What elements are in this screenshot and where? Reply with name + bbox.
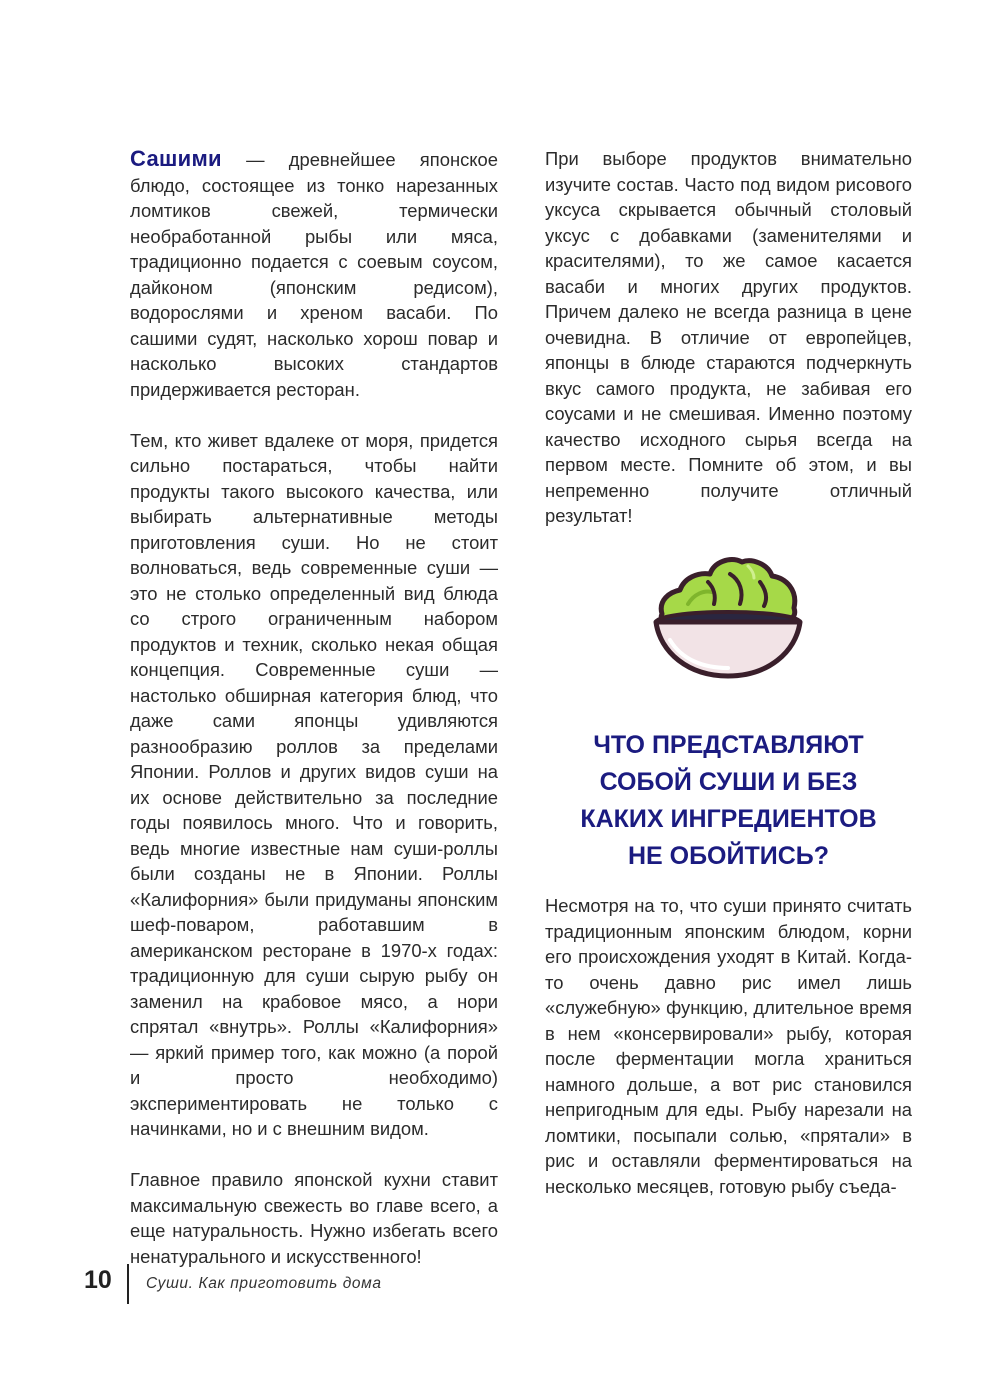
- right-paragraph-1: При выборе продуктов внимательно изучите состав. Часто под видом рисового уксуса скрывается обычный столовый уксус с добавками (заменителями и красителями), то же самое касается васаби и многих других продуктов. Причем далеко не всегда разница в цене очевидна. В отличие от европейцев, японцы в блюде стараются подчеркнуть вкус самого продукта, не забивая его соусами и не смешивая. Именно поэтому качество исходного сырья всегда на первом месте. Помните об этом, и вы непременно получите отличный результат!: [545, 148, 912, 526]
- heading-line: НЕ ОБОЙТИСЬ?: [627, 842, 830, 870]
- right-column: [545, 146, 912, 529]
- section-heading: [545, 727, 912, 875]
- paragraph-2: Тем, кто живет вдалеке от моря, придется сильно постараться, чтобы найти продукты такого высокого качества, или выбирать альтернативные методы приготовления суши. Но не стоит волноваться, ведь современные суши — это не столько определенный вид блюда со строго ограниченным набором продуктов и техник, сколько некая общая концепция. Современные суши — настолько обширная категория блюд, что даже сами японцы удивляются разнообразию роллов за пределами Японии. Роллов и других видов суши на их основе действительно за последние годы появилось много. Что и говорить, ведь многие известные нам суши-роллы были созданы не в Японии. Роллы «Калифорния» были придуманы японским шеф-поваром, работавшим в американском ресторане в 1970-х годах: традиционную для суши сырую рыбу он заменил на крабовое мясо, а нори спрятал «внутрь». Роллы «Калифорния» — яркий пример того, как можно (а порой и просто необходимо) экспериментировать не только с начинками, но и с внешним видом.: [130, 429, 498, 1139]
- wasabi-bowl-icon: [648, 552, 808, 682]
- page-number: 10: [84, 1266, 112, 1294]
- heading-line: КАКИХ ИНГРЕДИЕНТОВ: [580, 805, 877, 833]
- right-column-lower: [545, 893, 912, 1199]
- intro-text: — древнейшее японское блюдо, состоящее из тонко нарезанных ломтиков свежей, термически необработанной рыбы или мяса, традиционно подается с соевым соусом, дайконом (японским редисом), водорослями и хреном васаби. По сашими судят, насколько хорош повар и насколько высоких стандартов придерживается ресторан.: [130, 149, 498, 400]
- book-title: Суши. Как приготовить дома: [146, 1275, 382, 1292]
- heading-line: СОБОЙ СУШИ И БЕЗ: [599, 768, 858, 796]
- left-column: [130, 146, 498, 1269]
- right-paragraph-2: Несмотря на то, что суши принято считать традиционным японским блюдом, корни его происхождения уходят в Китай. Когда-то очень давно рис имел лишь «служебную» функцию, длительное время в нем «консервировали» рыбу, которая после ферментации могла храниться намного дольше, а вот рис становился непригодным для еды. Рыбу нарезали на ломтики, посыпали солью, «прятали» в рис и оставляли ферментироваться на несколько месяцев, готовую рыбу съеда-: [545, 895, 912, 1197]
- intro-paragraph: [130, 146, 498, 402]
- intro-term: Сашими: [130, 146, 222, 171]
- footer-divider: [127, 1264, 129, 1304]
- paragraph-3: Главное правило японской кухни ставит максимальную свежесть во главе всего, а еще натуральность. Нужно избегать всего ненатурального и искусственного!: [130, 1169, 498, 1267]
- heading-line: ЧТО ПРЕДСТАВЛЯЮТ: [593, 731, 864, 759]
